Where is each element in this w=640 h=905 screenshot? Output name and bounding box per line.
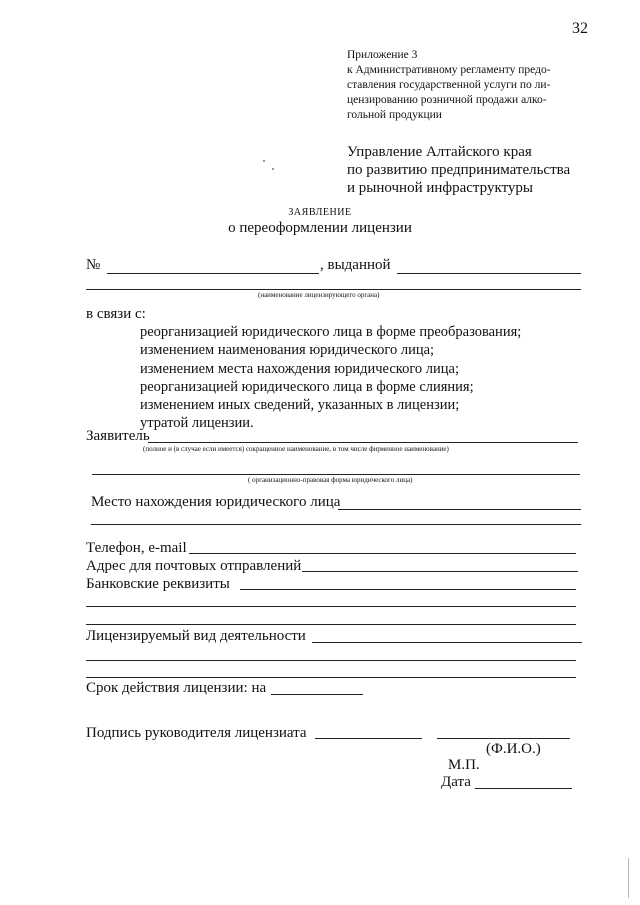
appendix-line: к Административному регламенту предо- bbox=[347, 64, 551, 76]
location-field-extra[interactable] bbox=[91, 524, 581, 525]
reason-item: изменением места нахождения юридического лица; bbox=[140, 360, 459, 377]
fio-hint: (Ф.И.О.) bbox=[486, 741, 541, 757]
reasons-list bbox=[140, 323, 521, 433]
applicant-field[interactable] bbox=[148, 442, 578, 443]
license-number-label: № bbox=[86, 257, 101, 273]
reasons-intro: в связи с: bbox=[86, 306, 146, 322]
applicant-hint: (полное и (в случае если имеется) сокращенное наименование, в том числе фирменное наименование) bbox=[143, 445, 449, 453]
reason-item: утратой лицензии. bbox=[140, 415, 254, 432]
recipient-line: и рыночной инфраструктуры bbox=[347, 180, 533, 196]
legal-form-hint: ( организационно-правовая форма юридического лица) bbox=[248, 476, 413, 484]
legal-form-field[interactable] bbox=[92, 474, 580, 475]
validity-field[interactable] bbox=[271, 694, 363, 695]
document-subtitle: о переоформлении лицензии bbox=[228, 220, 412, 236]
postal-label: Адрес для почтовых отправлений bbox=[86, 558, 302, 574]
license-number-field[interactable] bbox=[107, 273, 319, 274]
applicant-label: Заявитель bbox=[86, 428, 150, 444]
date-field[interactable] bbox=[475, 788, 572, 789]
issued-by-field[interactable] bbox=[397, 273, 581, 274]
licensing-body-field[interactable] bbox=[86, 289, 581, 290]
reason-item: изменением иных сведений, указанных в лицензии; bbox=[140, 397, 460, 414]
activity-label: Лицензируемый вид деятельности bbox=[86, 628, 306, 644]
bank-field-extra[interactable] bbox=[86, 624, 576, 625]
licensing-body-hint: (наименование лицензирующего органа) bbox=[258, 291, 380, 299]
phone-label: Телефон, e-mail bbox=[86, 540, 187, 556]
page-number: 32 bbox=[572, 20, 588, 37]
recipient-line: Управление Алтайского края bbox=[347, 144, 532, 160]
scan-speck bbox=[272, 168, 274, 170]
stamp-label: М.П. bbox=[448, 757, 480, 773]
reason-item: изменением наименования юридического лица; bbox=[140, 342, 435, 359]
bank-field-extra[interactable] bbox=[86, 606, 576, 607]
signature-field[interactable] bbox=[315, 738, 422, 739]
appendix-line: цензированию розничной продажи алко- bbox=[347, 94, 547, 106]
bank-field[interactable] bbox=[240, 589, 576, 590]
fio-field[interactable] bbox=[437, 738, 570, 739]
activity-field-extra[interactable] bbox=[86, 677, 576, 678]
appendix-line: Приложение 3 bbox=[347, 49, 418, 61]
phone-field[interactable] bbox=[189, 553, 576, 554]
activity-field[interactable] bbox=[312, 642, 582, 643]
reason-item: реорганизацией юридического лица в форме слияния; bbox=[140, 378, 474, 395]
document-title: ЗАЯВЛЕНИЕ bbox=[288, 207, 352, 218]
recipient-block bbox=[347, 143, 570, 197]
validity-label: Срок действия лицензии: на bbox=[86, 680, 267, 696]
issued-by-label: , выданной bbox=[320, 257, 391, 273]
bank-label: Банковские реквизиты bbox=[86, 576, 230, 592]
signature-label: Подпись руководителя лицензиата bbox=[86, 725, 307, 741]
location-label: Место нахождения юридического лица bbox=[91, 494, 341, 510]
date-label: Дата bbox=[441, 774, 471, 790]
scan-speck bbox=[263, 160, 265, 162]
postal-field[interactable] bbox=[302, 571, 578, 572]
activity-field-extra[interactable] bbox=[86, 660, 576, 661]
appendix-line: ставления государственной услуги по ли- bbox=[347, 79, 551, 91]
recipient-line: по развитию предпринимательства bbox=[347, 162, 571, 178]
reason-item: реорганизацией юридического лица в форме преобразования; bbox=[140, 324, 522, 340]
scan-edge-mark bbox=[628, 858, 629, 898]
location-field[interactable] bbox=[338, 509, 581, 510]
appendix-line: гольной продукции bbox=[347, 109, 442, 121]
appendix-note bbox=[347, 48, 551, 123]
